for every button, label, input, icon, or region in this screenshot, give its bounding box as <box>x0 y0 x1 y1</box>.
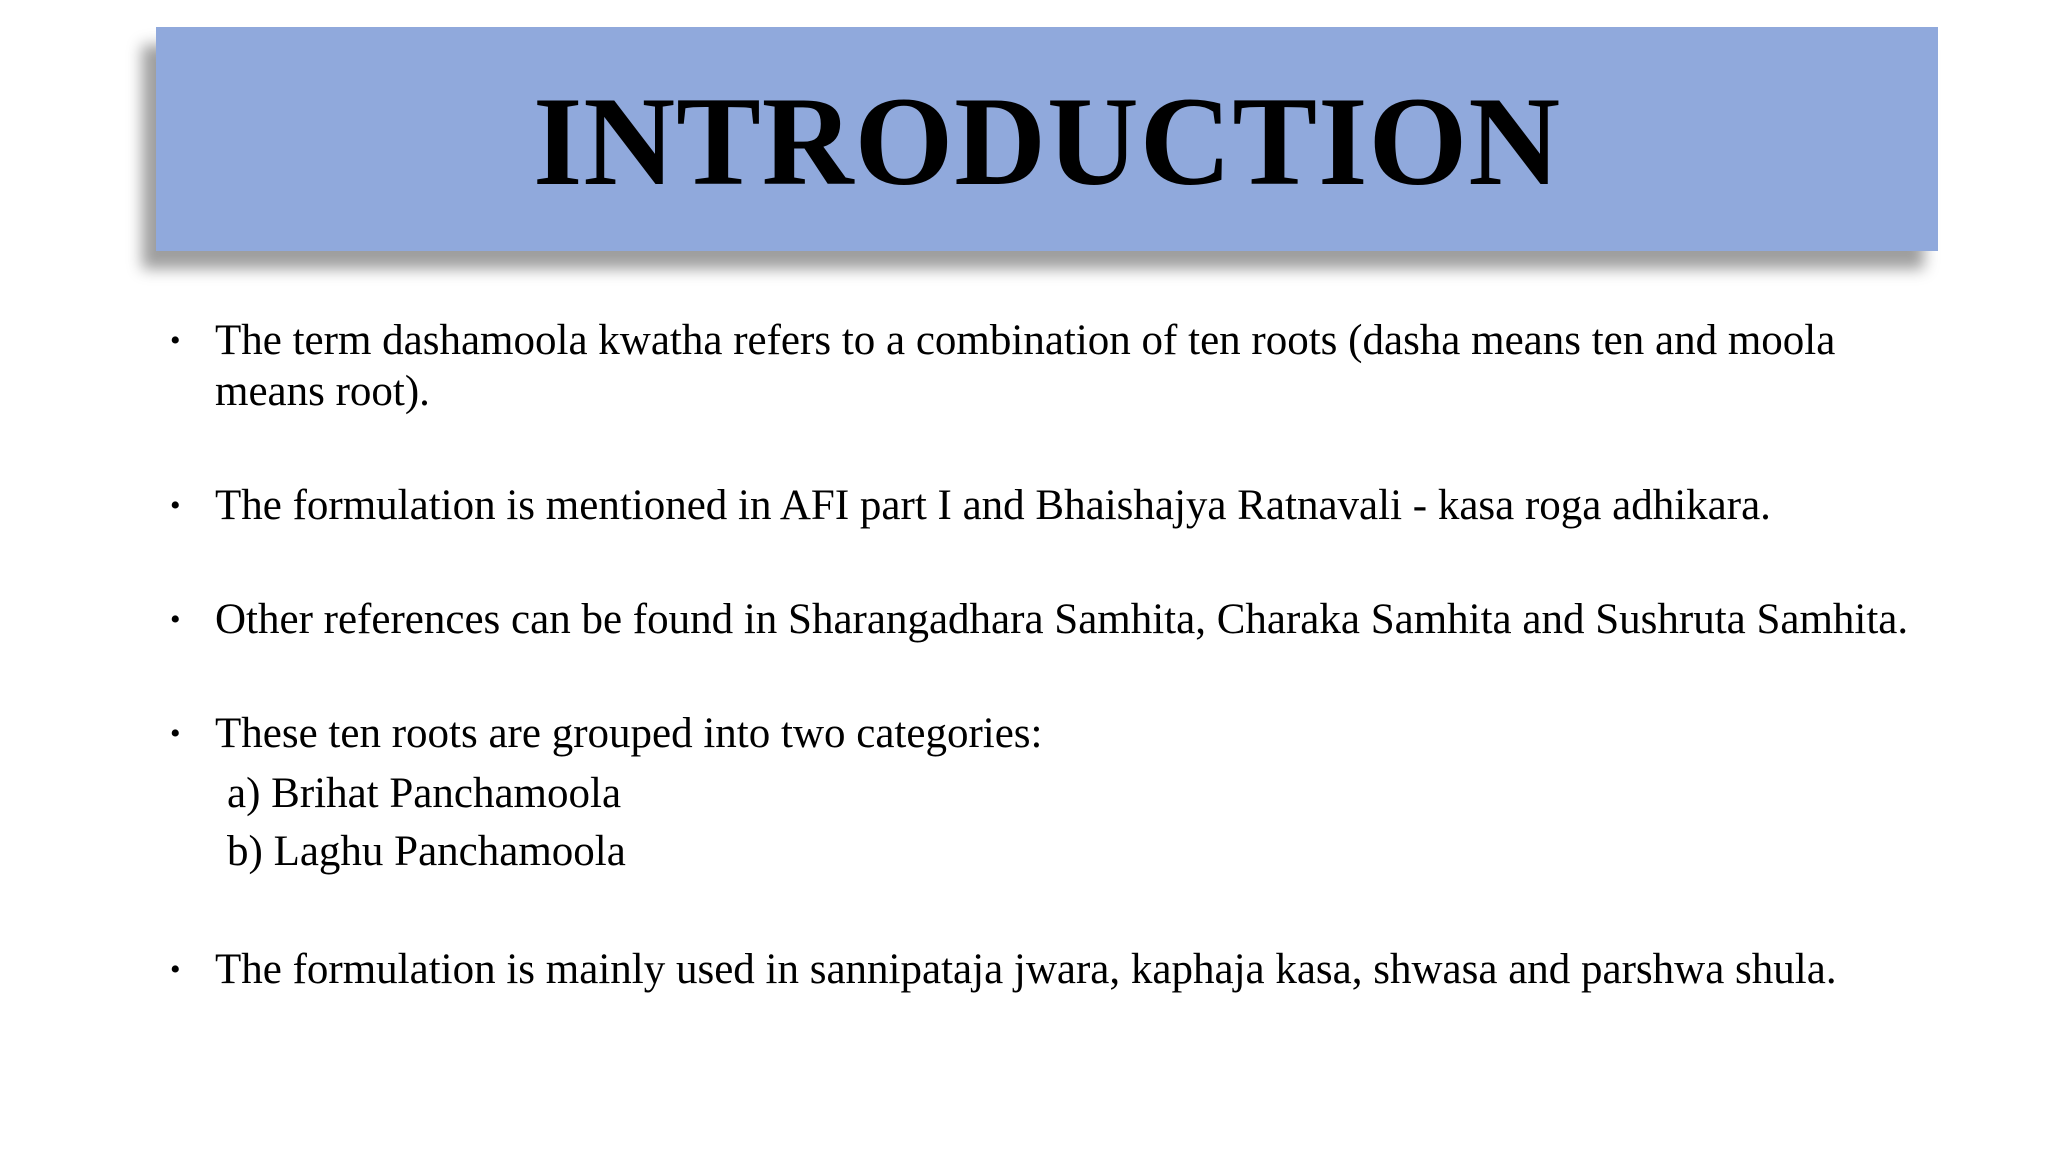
bullet-dot-icon: • <box>170 953 181 986</box>
slide-title: INTRODUCTION <box>532 71 1562 212</box>
bullet-item <box>170 944 1910 995</box>
bullet-text: The formulation is mainly used in sannipataja jwara, kaphaja kasa, shwasa and parshwa shula. <box>215 946 1837 993</box>
bullet-text: These ten roots are grouped into two categories: <box>215 710 1043 757</box>
bullet-dot-icon: • <box>170 489 181 522</box>
category-item: a) Brihat Panchamoola <box>227 770 622 817</box>
bullet-item <box>170 594 1910 645</box>
bullet-item <box>170 480 1910 531</box>
category-item: b) Laghu Panchamoola <box>227 828 626 875</box>
bullet-text: Other references can be found in Sharangadhara Samhita, Charaka Samhita and Sushruta Samhita. <box>215 596 1909 643</box>
bullet-dot-icon: • <box>170 603 181 636</box>
bullet-dot-icon: • <box>170 324 181 357</box>
bullet-text: The formulation is mentioned in AFI part I and Bhaishajya Ratnavali - kasa roga adhikara. <box>215 482 1771 529</box>
bullet-item <box>170 315 1910 417</box>
title-banner <box>156 27 1938 251</box>
bullet-list <box>170 315 1910 995</box>
bullet-dot-icon: • <box>170 717 181 750</box>
bullet-item <box>170 708 1910 881</box>
bullet-text: The term dashamoola kwatha refers to a combination of ten roots (dasha means ten and moola means root). <box>215 317 1836 415</box>
category-list <box>215 765 1910 881</box>
